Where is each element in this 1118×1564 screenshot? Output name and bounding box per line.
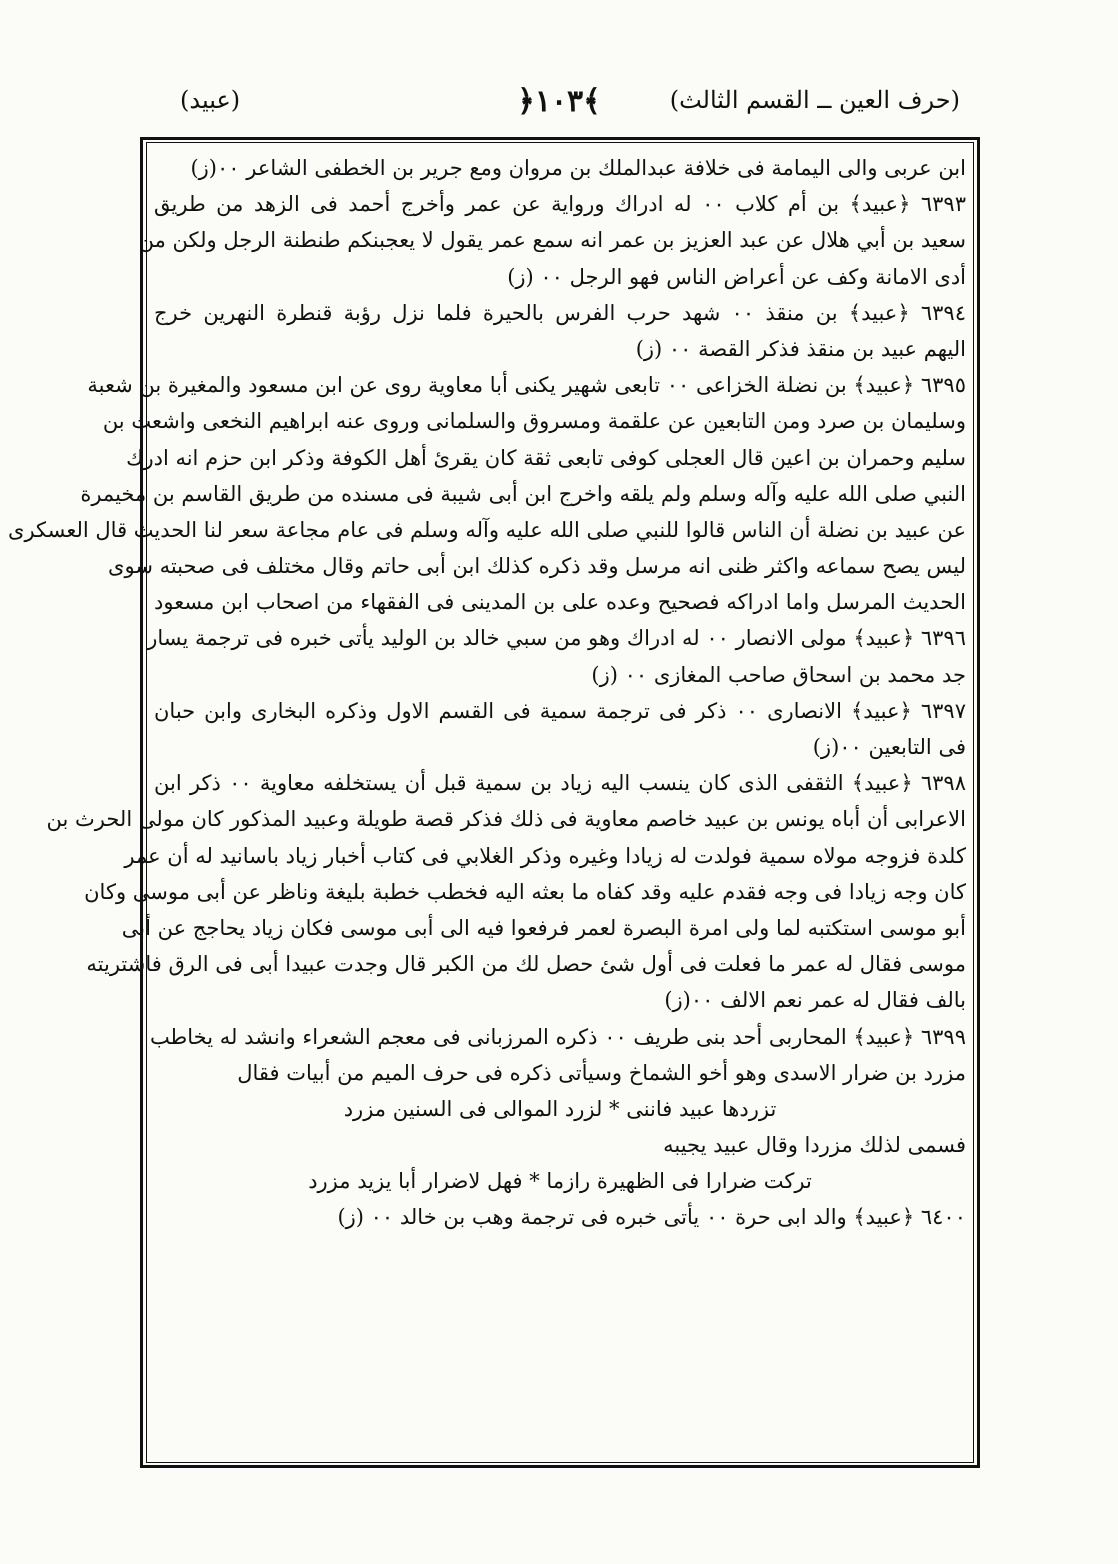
text-line: سعيد بن أبي هلال عن عبد العزيز بن عمر انه سمع عمر يقول لا يعجبنكم طنطنة الرجل ولكن من [138,228,966,253]
verse-line: تزردها عبيد فاننى * لزرد الموالى فى السنين مزرد [343,1096,777,1121]
entry-line: ٦٣٩٦ ﴿عبيد﴾ مولى الانصار ٠٠ له ادراك وهو من سبي خالد بن الوليد يأتى خبره فى ترجمة يسار [147,626,966,651]
running-header-section: (حرف العين ــ القسم الثالث) [669,86,960,114]
text-line: ابن عربى والى اليمامة فى خلافة عبدالملك بن مروان ومع جرير بن الخطفى الشاعر ٠٠(ز) [190,156,966,180]
text-line: الحديث المرسل واما ادراكه فصحيح وعده على بن المدينى فى الفقهاء من اصحاب ابن مسعود [154,590,966,615]
text-line: النبي صلى الله عليه وآله وسلم ولم يلقه واخرج ابن أبى شيبة فى مسنده من طريق القاسم بن مخيمرة [80,481,966,506]
running-header-entry: (عبيد) [180,86,241,114]
text-line: فى التابعين ٠٠(ز) [812,735,966,759]
entry-line: ٦٣٩٣ ﴿عبيد﴾ بن أم كلاب ٠٠ له ادراك ورواية عن عمر وأخرج أحمد فى الزهد من طريق [154,192,966,217]
text-line: اليهم عبيد بن منقذ فذكر القصة ٠٠ (ز) [635,336,966,361]
text-line: أدى الامانة وكف عن أعراض الناس فهو الرجل ٠٠ (ز) [507,264,966,289]
entry-line: ٦٣٩٨ ﴿عبيد﴾ الثقفى الذى كان ينسب اليه زياد بن سمية قبل أن يستخلفه معاوية ٠٠ ذكر ابن [154,771,966,796]
text-line: كلدة فزوجه مولاه سمية فولدت له زيادا وغيره وذكر الغلابي فى كتاب أخبار زياد باسانيد له أن عمر [124,843,966,868]
text-line: أبو موسى استكتبه لما ولى امرة البصرة لعمر فرفعوا فيه الى أبى موسى فكان زياد يحاجج عن أبى [121,915,966,940]
text-line: بالف فقال له عمر نعم الالف ٠٠(ز) [664,988,966,1013]
text-line: وسليمان بن صرد ومن التابعين عن علقمة ومسروق والسلمانى وروى عنه ابراهيم النخعى واشعث بن [102,409,966,434]
entry-line: ٦٣٩٤ ﴿عبيد﴾ بن منقذ ٠٠ شهد حرب الفرس بالحيرة فلما نزل رؤبة قنطرة النهرين خرج [154,300,966,325]
page-number: ﴿١٠٣﴾ [517,84,601,119]
text-line: جد محمد بن اسحاق صاحب المغازى ٠٠ (ز) [591,662,966,687]
verse-line: تركت ضرارا فى الظهيرة رازما * فهل لاضرار أبا يزيد مزرد [308,1169,812,1194]
text-line: موسى فقال له عمر ما فعلت فى أول شئ حصل لك من الكبر قال وجدت عبيدا أبى فى الرق فاشتريته [86,952,966,977]
text-line: سليم وحمران بن اعين قال العجلى كوفى تابعى ثقة كان يقرئ أهل الكوفة وذكر ابن حزم انه ادرك [126,445,966,470]
entry-line: ٦٣٩٥ ﴿عبيد﴾ بن نضلة الخزاعى ٠٠ تابعى شهير يكنى أبا معاوية روى عن ابن مسعود والمغيرة بن شعبة [87,373,966,398]
text-line: عن عبيد بن نضلة أن الناس قالوا للنبي صلى الله عليه وآله وسلم فى عام مجاعة سعر لنا الحديث قال العسكرى [8,517,966,542]
entry-line: ٦٣٩٧ ﴿عبيد﴾ الانصارى ٠٠ ذكر فى ترجمة سمية فى القسم الاول وذكره البخارى وابن حبان [154,698,966,723]
text-line: فسمى لذلك مزردا وقال عبيد يجيبه [663,1133,966,1158]
text-line: الاعرابى أن أباه يونس بن عبيد خاصم معاوية فى ذلك فذكر قصة طويلة وعبيد المذكور كان مولى الحرث بن [46,807,966,832]
text-line: كان وجه زيادا فى وجه فقدم عليه وقد كفاه ما بعثه اليه فخطب خطبة بليغة وناظر عن أبى موسى وكان [84,879,966,904]
entry-line: ٦٤٠٠ ﴿عبيد﴾ والد ابى حرة ٠٠ يأتى خبره فى ترجمة وهب بن خالد ٠٠ (ز) [337,1205,966,1230]
entry-line: ٦٣٩٩ ﴿عبيد﴾ المحاربى أحد بنى طريف ٠٠ ذكره المرزبانى فى معجم الشعراء وانشد له يخاطب [149,1024,966,1049]
text-line: مزرد بن ضرار الاسدى وهو أخو الشماخ وسيأتى ذكره فى حرف الميم من أبيات فقال [237,1060,966,1085]
text-line: ليس يصح سماعه واكثر ظنى انه مرسل وقد ذكره كذلك ابن أبى حاتم وقال مختلف فى صحبته سوى [108,554,966,579]
page-body [8,150,966,1236]
